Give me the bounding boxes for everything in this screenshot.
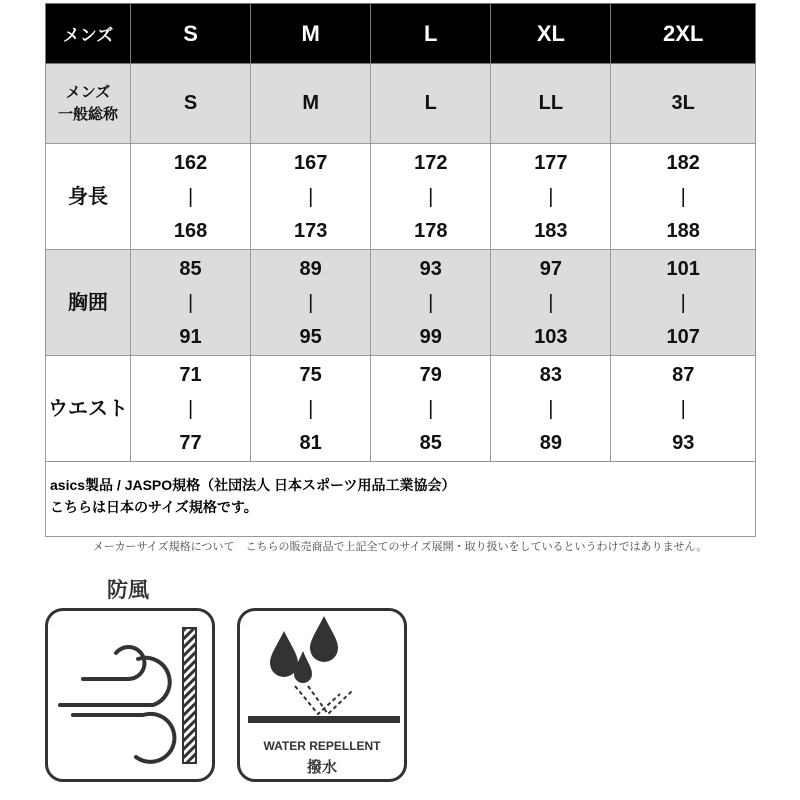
range-min: 101	[666, 257, 700, 280]
size-chart-table	[45, 3, 756, 462]
range-separator: |	[680, 185, 686, 208]
footer-disclaimer: メーカーサイズ規格について こちらの販売商品で上記全てのサイズ展開・取り扱いをしているというわけではありません。	[92, 541, 708, 553]
range-max: 81	[299, 431, 322, 454]
range-cell	[251, 250, 371, 356]
header-row	[46, 4, 756, 64]
range-min: 167	[293, 151, 328, 174]
general-size: 3L	[611, 64, 756, 144]
size-header: L	[371, 4, 491, 64]
range-min: 162	[173, 151, 208, 174]
row-label: 胸囲	[46, 250, 131, 356]
general-size: M	[251, 64, 371, 144]
range-max: 107	[666, 325, 700, 348]
range-max: 91	[179, 325, 202, 348]
range-separator: |	[187, 291, 194, 314]
range-separator: |	[548, 185, 554, 208]
range-separator: |	[308, 397, 314, 420]
water-repellent-icon	[237, 608, 407, 782]
range-separator: |	[548, 291, 554, 314]
size-header: XL	[491, 4, 611, 64]
range-min: 97	[539, 257, 562, 280]
range-min: 71	[179, 363, 202, 386]
range-separator: |	[548, 397, 554, 420]
range-max: 99	[419, 325, 442, 348]
range-max: 93	[672, 431, 695, 454]
header-label: メンズ	[46, 4, 131, 64]
range-separator: |	[187, 397, 194, 420]
range-min: 87	[672, 363, 695, 386]
range-separator: |	[428, 397, 434, 420]
range-separator: |	[680, 397, 686, 420]
range-cell	[611, 356, 756, 462]
range-separator: |	[187, 185, 194, 208]
note-line: こちらは日本のサイズ規格です。	[50, 499, 258, 515]
range-min: 75	[299, 363, 322, 386]
size-header: 2XL	[611, 4, 756, 64]
general-size: S	[131, 64, 251, 144]
measurement-row	[46, 250, 756, 356]
range-cell	[371, 356, 491, 462]
note-line: asics製品 / JASPO規格（社団法人 日本スポーツ用品工業協会）	[50, 477, 456, 493]
range-max: 188	[666, 219, 700, 242]
range-max: 168	[173, 219, 208, 242]
range-cell	[491, 250, 611, 356]
general-size: LL	[491, 64, 611, 144]
row-label: 身長	[46, 144, 131, 250]
general-label-line1: メンズ	[65, 83, 111, 101]
range-max: 85	[419, 431, 442, 454]
water-repellent-en: WATER REPELLENT	[263, 739, 381, 753]
range-min: 83	[539, 363, 562, 386]
range-cell	[491, 356, 611, 462]
range-max: 183	[534, 219, 568, 242]
range-separator: |	[428, 291, 434, 314]
range-cell	[491, 144, 611, 250]
windproof-icon	[45, 608, 215, 782]
range-separator: |	[428, 185, 434, 208]
range-min: 89	[299, 257, 322, 280]
range-cell	[371, 250, 491, 356]
range-cell	[611, 144, 756, 250]
range-cell	[131, 250, 251, 356]
range-min: 182	[666, 151, 700, 174]
general-size-row	[46, 64, 756, 144]
size-header: S	[131, 4, 251, 64]
range-cell	[131, 356, 251, 462]
range-cell	[251, 144, 371, 250]
range-min: 79	[419, 363, 442, 386]
water-repellent-jp: 撥水	[306, 759, 337, 776]
measurement-row	[46, 144, 756, 250]
general-size: L	[371, 64, 491, 144]
range-max: 77	[179, 431, 202, 454]
range-min: 85	[179, 257, 202, 280]
range-max: 95	[299, 325, 322, 348]
range-cell	[131, 144, 251, 250]
range-cell	[611, 250, 756, 356]
range-cell	[251, 356, 371, 462]
range-max: 103	[534, 325, 568, 348]
range-max: 178	[414, 219, 448, 242]
range-max: 173	[293, 219, 328, 242]
range-min: 93	[419, 257, 442, 280]
general-label-line2: 一般総称	[57, 105, 118, 123]
size-header: M	[251, 4, 371, 64]
range-separator: |	[308, 185, 314, 208]
range-min: 177	[534, 151, 568, 174]
range-separator: |	[308, 291, 314, 314]
range-min: 172	[414, 151, 448, 174]
row-label: ウエスト	[46, 356, 131, 462]
windproof-title: 防風	[107, 579, 149, 602]
measurement-row	[46, 356, 756, 462]
notes-box	[45, 462, 756, 537]
range-max: 89	[539, 431, 562, 454]
general-label	[46, 64, 131, 144]
range-separator: |	[680, 291, 686, 314]
range-cell	[371, 144, 491, 250]
